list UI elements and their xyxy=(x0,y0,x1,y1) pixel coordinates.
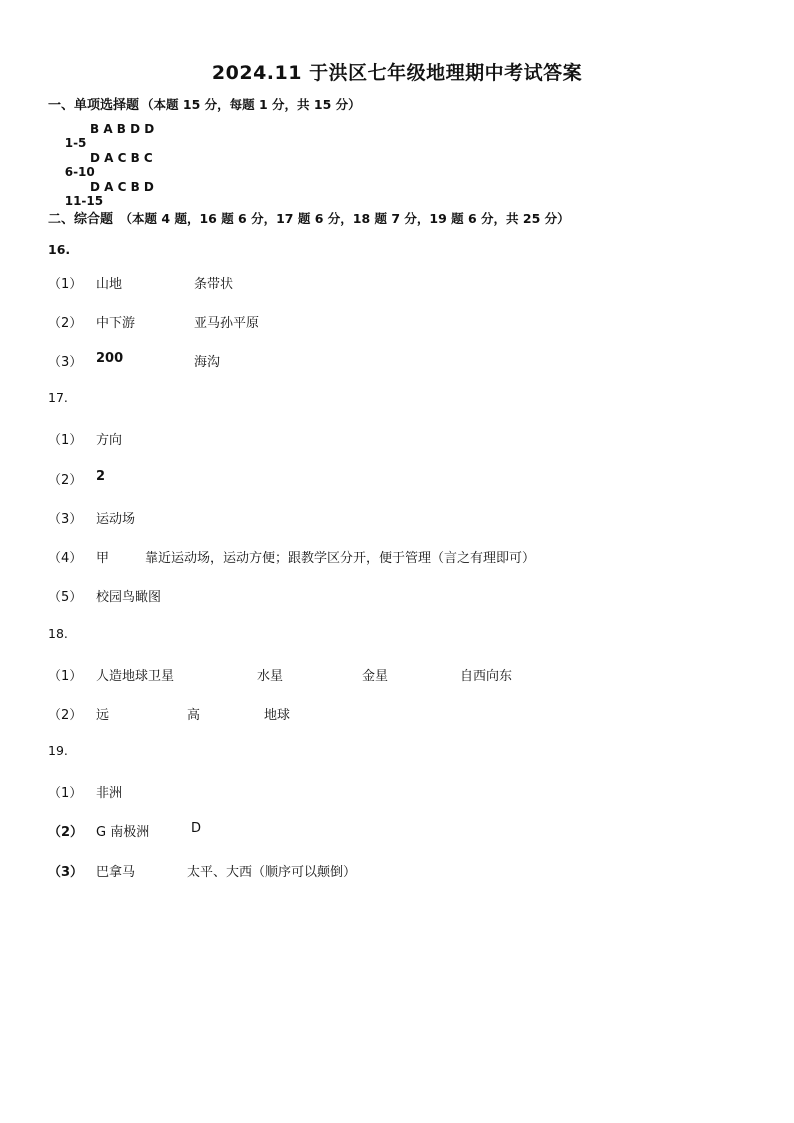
answer-b: 水星 xyxy=(257,669,284,684)
item-index: （3） xyxy=(48,355,83,370)
item-index: （5） xyxy=(48,590,83,605)
mc-range: 1-5 xyxy=(64,136,87,150)
item-index: （2） xyxy=(48,825,84,840)
answer-b: 高 xyxy=(187,708,201,723)
answer-a: 2 xyxy=(96,469,106,484)
question-18-label: 18. xyxy=(48,626,68,641)
page-title: 2024.11 于洪区七年级地理期中考试答案 xyxy=(211,62,583,84)
item-index: （2） xyxy=(48,473,83,488)
answer-c: 金星 xyxy=(362,669,389,684)
answer-a: 方向 xyxy=(96,433,123,448)
section-2-heading xyxy=(48,208,570,227)
answer-d: 自西向东 xyxy=(460,669,513,684)
answer-b: 靠近运动场，运动方便；跟教学区分开，便于管理（言之有理即可） xyxy=(145,551,536,566)
item-index: （3） xyxy=(48,865,84,880)
section-1-note: （本题 15 分，每题 1 分，共 15 分） xyxy=(141,97,361,112)
answer-a: 中下游 xyxy=(96,316,136,331)
answer-a: 200 xyxy=(96,351,124,366)
answer-a: 校园鸟瞰图 xyxy=(96,590,162,605)
answer-b: 海沟 xyxy=(194,355,221,370)
answer-a: 巴拿马 xyxy=(96,865,136,880)
answer-a: 远 xyxy=(96,708,110,723)
mc-range: 11-15 xyxy=(64,194,104,208)
mc-answers: D A C B C xyxy=(90,151,153,165)
answer-b: 太平、大西（顺序可以颠倒） xyxy=(187,865,357,880)
section-1-heading xyxy=(48,94,361,113)
answer-a: 运动场 xyxy=(96,512,136,527)
answer-b: 亚马孙平原 xyxy=(194,316,260,331)
mc-answers: D A C B D xyxy=(90,180,154,194)
answer-a: 甲 xyxy=(96,551,110,566)
item-index: （1） xyxy=(48,786,83,801)
question-19-label: 19. xyxy=(48,743,68,758)
item-index: （2） xyxy=(48,316,83,331)
section-1-title: 一、单项选择题 xyxy=(48,98,140,113)
answer-a: 非洲 xyxy=(96,786,123,801)
mc-range: 6-10 xyxy=(64,165,95,179)
answer-a: G 南极洲 xyxy=(96,825,150,840)
answer-b: 条带状 xyxy=(194,277,234,292)
answer-a: 山地 xyxy=(96,277,123,292)
answer-c: 地球 xyxy=(264,708,291,723)
item-index: （4） xyxy=(48,551,83,566)
item-index: （1） xyxy=(48,669,83,684)
answer-b: D xyxy=(191,821,202,836)
section-2-note: （本题 4 题，16 题 6 分，17 题 6 分，18 题 7 分，19 题 6 分，共 25 分） xyxy=(119,211,570,226)
question-16-label: 16. xyxy=(48,242,71,257)
item-index: （3） xyxy=(48,512,83,527)
item-index: （2） xyxy=(48,708,83,723)
mc-answers: B A B D D xyxy=(90,122,155,136)
section-2-title: 二、综合题 xyxy=(48,212,114,227)
question-17-label: 17. xyxy=(48,390,68,405)
answer-a: 人造地球卫星 xyxy=(96,669,175,684)
item-index: （1） xyxy=(48,277,83,292)
item-index: （1） xyxy=(48,433,83,448)
